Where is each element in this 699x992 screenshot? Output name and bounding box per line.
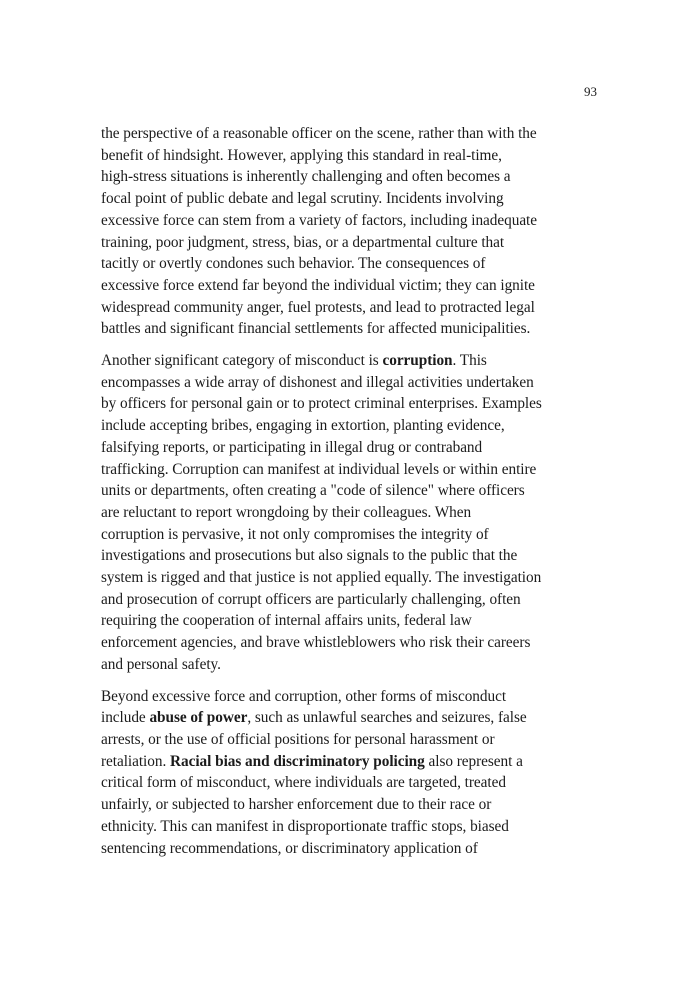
text-line: include abuse of power, such as unlawful searches and seizures, false: [101, 709, 527, 727]
paragraph: [101, 350, 601, 676]
paragraph: [101, 686, 601, 860]
text-line: arrests, or the use of official positions for personal harassment or: [101, 730, 495, 748]
text-line: investigations and prosecutions but also signals to the public that the: [101, 547, 518, 565]
text-line: battles and significant financial settlements for affected municipalities.: [101, 320, 531, 338]
text-line: unfairly, or subjected to harsher enforcement due to their race or: [101, 796, 492, 814]
bold-term: abuse of power: [149, 709, 248, 727]
text-line: widespread community anger, fuel protests, and lead to protracted legal: [101, 298, 535, 316]
text-line: Beyond excessive force and corruption, other forms of misconduct: [101, 687, 507, 705]
text-line: excessive force can stem from a variety of factors, including inadequate: [101, 211, 537, 229]
text-line: include accepting bribes, engaging in extortion, planting evidence,: [101, 417, 505, 435]
text-line: enforcement agencies, and brave whistleblowers who risk their careers: [101, 634, 531, 652]
text-line: focal point of public debate and legal scrutiny. Incidents involving: [101, 190, 504, 208]
text-line: falsifying reports, or participating in illegal drug or contraband: [101, 438, 483, 456]
text-line: encompasses a wide array of dishonest and illegal activities undertaken: [101, 373, 534, 391]
bold-term: corruption: [382, 352, 453, 370]
text-line: and personal safety.: [101, 655, 221, 673]
text-line: requiring the cooperation of internal affairs units, federal law: [101, 612, 472, 630]
text-line: the perspective of a reasonable officer on the scene, rather than with the: [101, 125, 537, 142]
text-line: benefit of hindsight. However, applying this standard in real-time,: [101, 146, 502, 164]
text-line: and prosecution of corrupt officers are particularly challenging, often: [101, 590, 521, 608]
text-line: training, poor judgment, stress, bias, or a departmental culture that: [101, 233, 505, 251]
text-line: sentencing recommendations, or discriminatory application of: [101, 839, 478, 857]
paragraph: [101, 123, 601, 340]
text-line: by officers for personal gain or to protect criminal enterprises. Examples: [101, 395, 542, 413]
text-line: trafficking. Corruption can manifest at individual levels or within entire: [101, 460, 537, 478]
page-content: [101, 123, 601, 869]
text-line: retaliation. Racial bias and discriminatory policing also represent a: [101, 752, 523, 770]
bold-term: Racial bias and discriminatory policing: [170, 752, 425, 770]
text-line: system is rigged and that justice is not applied equally. The investigation: [101, 569, 542, 587]
text-line: excessive force extend far beyond the individual victim; they can ignite: [101, 276, 535, 294]
text-line: tacitly or overtly condones such behavior. The consequences of: [101, 255, 486, 273]
text-line: units or departments, often creating a "code of silence" where officers: [101, 482, 525, 500]
text-line: are reluctant to report wrongdoing by their colleagues. When: [101, 503, 472, 521]
text-line: ethnicity. This can manifest in disproportionate traffic stops, biased: [101, 817, 509, 835]
page-number: 93: [584, 84, 597, 99]
text-line: critical form of misconduct, where individuals are targeted, treated: [101, 774, 506, 792]
text-line: corruption is pervasive, it not only compromises the integrity of: [101, 525, 489, 543]
text-line: Another significant category of misconduct is corruption. This: [101, 352, 487, 370]
text-line: high-stress situations is inherently challenging and often becomes a: [101, 168, 511, 186]
